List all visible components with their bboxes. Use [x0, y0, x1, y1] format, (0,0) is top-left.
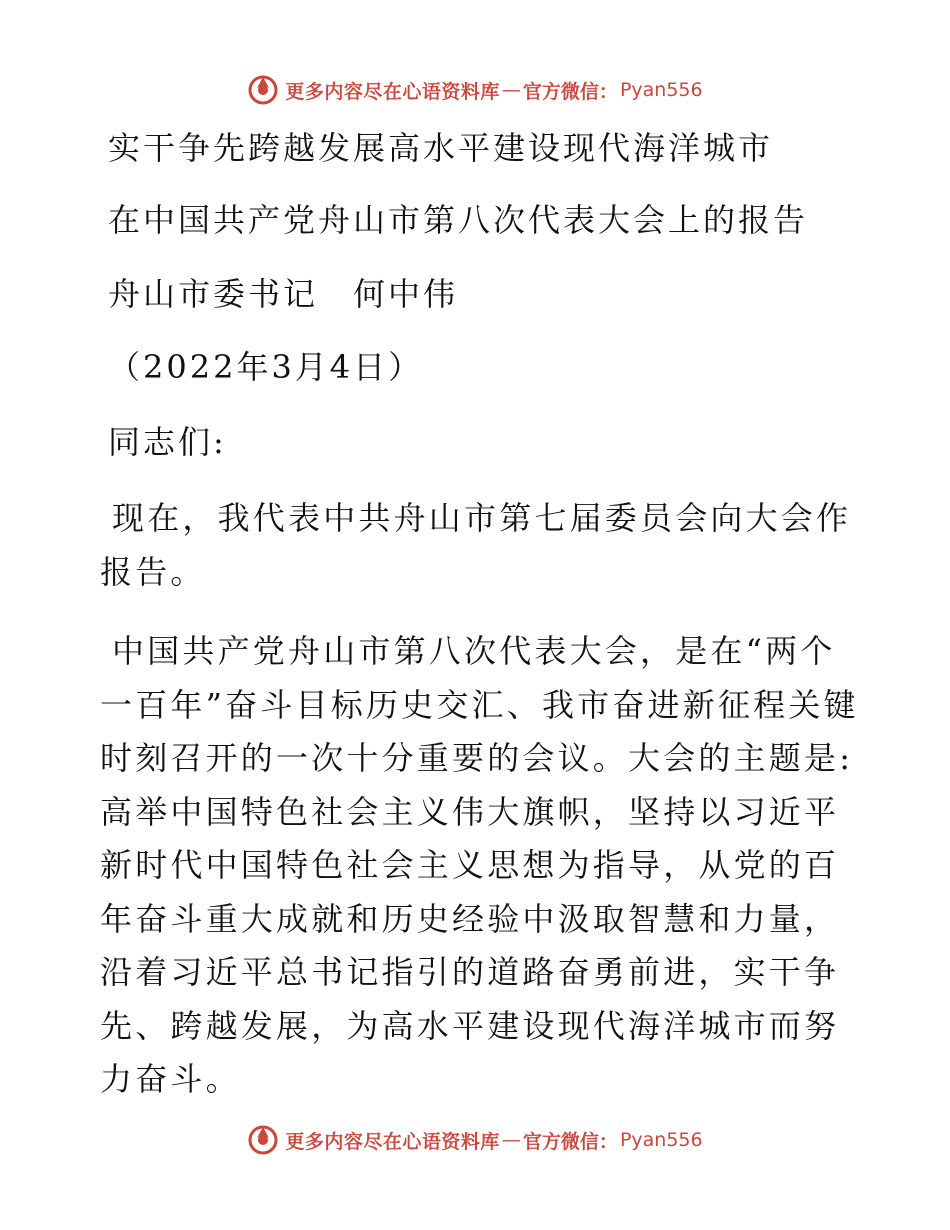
footer-watermark — [0, 1120, 950, 1160]
document-title: 实干争先跨越发展高水平建设现代海洋城市 — [108, 129, 774, 167]
document-subtitle: 在中国共产党舟山市第八次代表大会上的报告 — [108, 201, 809, 239]
watermark-dash: — — [501, 1129, 521, 1151]
watermark-wechat-id: Pyan556 — [619, 1129, 703, 1151]
watermark-site-text: 更多内容尽在心语资料库 — [285, 80, 500, 103]
logo-icon — [247, 1124, 279, 1156]
watermark-wechat-id: Pyan556 — [619, 79, 703, 101]
header-watermark — [0, 70, 950, 110]
paragraph-1: 现在，我代表中共舟山市第七届委员会向大会作报告。 — [100, 499, 852, 591]
document-salutation: 同志们: — [108, 423, 227, 461]
document-author: 舟山市委书记 何中伟 — [108, 275, 459, 313]
logo-icon — [247, 74, 279, 106]
paragraph-2: 中国共产党舟山市第八次代表大会，是在“两个一百年”奋斗目标历史交汇、我市奋进新征程关键时刻召开的一次十分重要的会议。大会的主题是:高举中国特色社会主义伟大旗帜，坚持以习近平新时代中国特色社会主义思想为指导，从党的百年奋斗重大成就和历史经验中汲取智慧和力量，沿着习近平总书记指引的道路奋勇前进，实干争先、跨越发展，为高水平建设现代海洋城市而努力奋斗。 — [100, 632, 859, 1098]
document-date: （2022年3月4日） — [108, 348, 424, 386]
watermark-official-text: 官方微信： — [522, 1130, 618, 1153]
watermark-site-text: 更多内容尽在心语资料库 — [285, 1130, 500, 1153]
watermark-dash: — — [501, 79, 521, 101]
watermark-official-text: 官方微信： — [522, 80, 618, 103]
